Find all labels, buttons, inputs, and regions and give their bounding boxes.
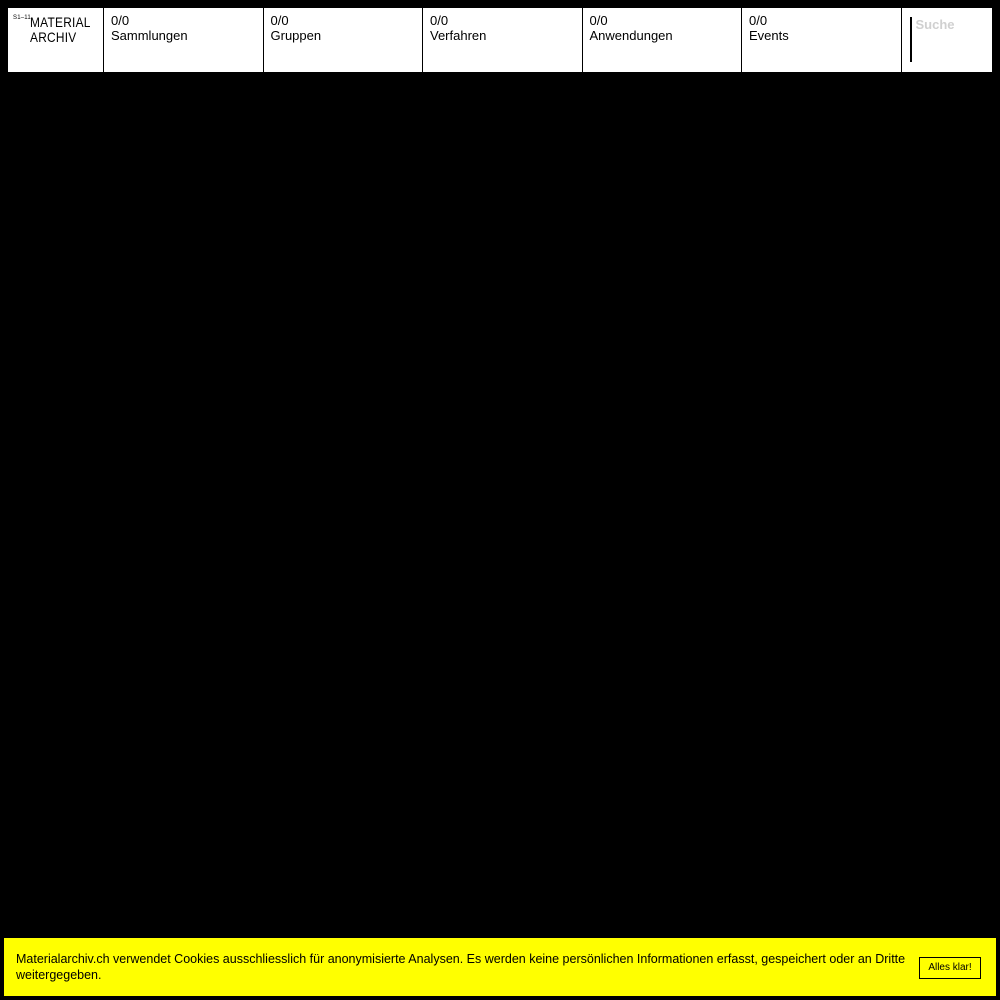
search-area bbox=[902, 8, 993, 72]
materialarchiv-logo[interactable] bbox=[8, 8, 104, 72]
search-input[interactable] bbox=[916, 13, 986, 35]
nav-count: 0/0 bbox=[430, 13, 449, 28]
nav-item-verfahren[interactable] bbox=[423, 8, 583, 72]
nav-item-gruppen[interactable] bbox=[264, 8, 424, 72]
nav-label: Sammlungen bbox=[111, 28, 188, 43]
nav-count: 0/0 bbox=[749, 13, 768, 28]
cookie-accept-button[interactable]: Alles klar! bbox=[919, 957, 981, 979]
nav-count: 0/0 bbox=[270, 13, 289, 28]
nav-item-sammlungen[interactable] bbox=[104, 8, 264, 72]
nav-label: Anwendungen bbox=[589, 28, 673, 43]
nav-label: Events bbox=[749, 28, 789, 43]
logo-line-archiv: ARCHIV bbox=[30, 29, 77, 45]
nav-label: Gruppen bbox=[270, 28, 322, 43]
nav-item-events[interactable] bbox=[742, 8, 902, 72]
nav-label: Verfahren bbox=[430, 28, 487, 43]
cookie-message: Materialarchiv.ch verwendet Cookies ausschliesslich für anonymisierte Analysen. Es werden keine persönlichen Informationen erfasst, gespeichert oder an Dritte weitergegeben. bbox=[16, 952, 906, 982]
nav-count: 0/0 bbox=[111, 13, 130, 28]
logo-superscript: S1–11 bbox=[13, 15, 31, 21]
nav-count: 0/0 bbox=[589, 13, 608, 28]
top-navigation-bar bbox=[8, 8, 992, 72]
logo-line-material: MATERIAL bbox=[30, 14, 91, 30]
search-cursor-bar bbox=[910, 17, 912, 62]
cookie-banner bbox=[4, 938, 996, 996]
nav-item-anwendungen[interactable] bbox=[583, 8, 743, 72]
